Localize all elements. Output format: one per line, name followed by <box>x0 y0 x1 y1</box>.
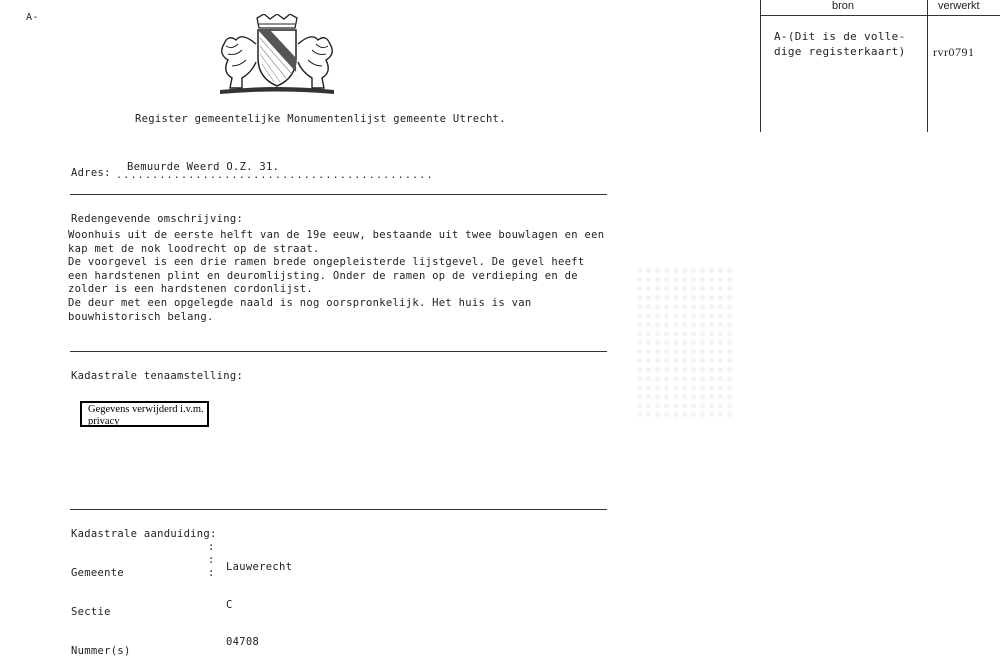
kadastrale-key: Gemeente <box>71 567 124 579</box>
kadastrale-tenaamstelling-label: Kadastrale tenaamstelling: <box>71 370 244 382</box>
address-label: Adres: <box>71 167 111 179</box>
source-table <box>760 0 1000 132</box>
kadastrale-keys <box>71 541 131 671</box>
description-label: Redengevende omschrijving: <box>71 213 244 225</box>
address-value: Bemuurde Weerd O.Z. 31. <box>127 161 280 173</box>
kadastrale-value: C <box>226 598 233 611</box>
privacy-notice-box: Gegevens verwijderd i.v.m. privacy <box>80 401 209 427</box>
document-title: Register gemeentelijke Monumentenlijst gemeente Utrecht. <box>135 113 506 125</box>
address-dotted-line: ............................................ <box>116 170 434 181</box>
header-bron: bron <box>832 0 855 12</box>
header-verwerkt: verwerkt <box>938 0 980 12</box>
kadastrale-values <box>226 536 292 661</box>
section-divider <box>70 509 607 510</box>
kadastrale-aanduiding-label: Kadastrale aanduiding: <box>71 528 217 540</box>
verwerkt-value: rvr0791 <box>933 45 975 59</box>
scan-smudge <box>636 268 732 418</box>
kadastrale-value: 04708 <box>226 636 260 648</box>
bron-value: A-(Dit is de volle- dige registerkaart) <box>774 30 906 58</box>
kadastrale-value: Lauwerecht <box>226 561 293 573</box>
coat-of-arms-icon <box>212 14 342 96</box>
section-divider <box>70 351 607 352</box>
kadastrale-key: Sectie <box>71 606 111 618</box>
table-border <box>760 15 1000 16</box>
table-border <box>760 0 761 132</box>
description-text: Woonhuis uit de eerste helft van de 19e eeuw, bestaande uit twee bouwlagen en een kap met de nok loodrecht op de straat. De voorgevel is een drie ramen brede ongepleisterde lijstgevel. De gevel heeft een hardstenen plint en deuromlijsting. Onder de ramen op de verdieping en de zolder is een hardstenen cordonlijst. De deur met een opgelegde naald is nog oorspronkelijk. Het huis is van bouwhistorisch belang. <box>68 229 605 323</box>
section-divider <box>70 194 607 195</box>
kadastrale-colons: : : : <box>208 541 215 579</box>
corner-mark: A- <box>26 12 39 23</box>
table-border <box>927 0 928 132</box>
kadastrale-key: Nummer(s) <box>71 645 131 657</box>
